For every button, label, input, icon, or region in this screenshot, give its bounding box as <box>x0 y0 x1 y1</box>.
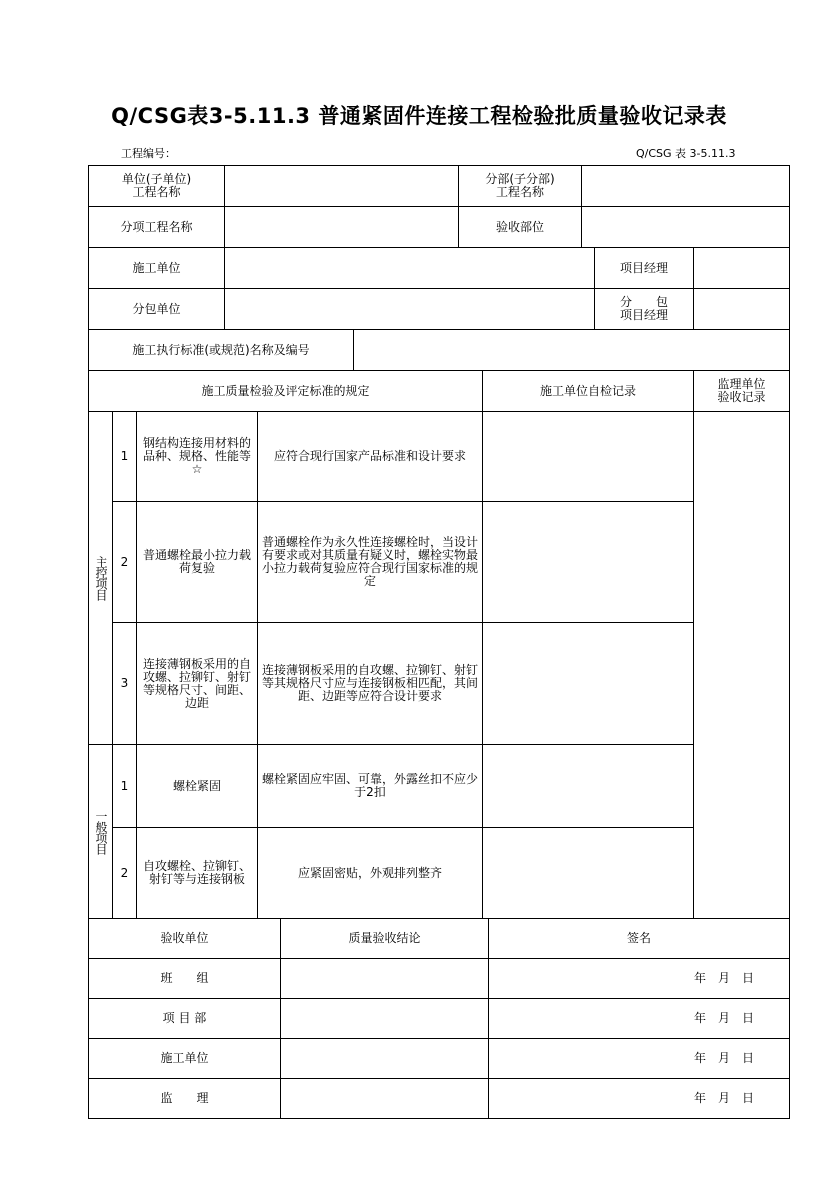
item-name: 连接薄钢板采用的自攻螺、拉铆钉、射钉等规格尺寸、间距、边距 <box>136 622 258 745</box>
supervision-column-header: 监理单位 验收记录 <box>693 370 790 412</box>
acceptance-unit-header: 验收单位 <box>88 918 281 959</box>
item-no: 1 <box>112 411 137 502</box>
group-label-main: 主控项目 <box>88 411 113 745</box>
sub-project-manager-label: 分 包 项目经理 <box>594 288 694 330</box>
conclusion-field[interactable] <box>280 1038 489 1079</box>
item-requirement: 应符合现行国家产品标准和设计要求 <box>257 411 483 502</box>
signature-header: 签名 <box>488 918 790 959</box>
signature-date[interactable]: 年 月 日 <box>488 1078 790 1119</box>
group-label-general: 一般项目 <box>88 744 113 919</box>
acceptance-unit: 项 目 部 <box>88 998 281 1039</box>
division-name-label: 分部(子分部) 工程名称 <box>458 165 582 207</box>
item-requirement: 普通螺栓作为永久性连接螺栓时，当设计有要求或对其质量有疑义时，螺栓实物最小拉力载荷复验应符合现行国家标准的规定 <box>257 501 483 623</box>
unit-name-field[interactable] <box>224 165 459 207</box>
standard-field[interactable] <box>353 329 790 371</box>
standard-label: 施工执行标准(或规范)名称及编号 <box>88 329 354 371</box>
item-requirement: 螺栓紧固应牢固、可靠，外露丝扣不应少于2扣 <box>257 744 483 828</box>
supervision-record-field[interactable] <box>693 411 790 919</box>
project-manager-field[interactable] <box>693 247 790 289</box>
subitem-name-label: 分项工程名称 <box>88 206 225 248</box>
conclusion-field[interactable] <box>280 958 489 999</box>
unit-name-label: 单位(子单位) 工程名称 <box>88 165 225 207</box>
signature-date[interactable]: 年 月 日 <box>488 1038 790 1079</box>
item-name: 螺栓紧固 <box>136 744 258 828</box>
item-name: 普通螺栓最小拉力载荷复验 <box>136 501 258 623</box>
item-no: 2 <box>112 501 137 623</box>
acceptance-part-label: 验收部位 <box>458 206 582 248</box>
acceptance-unit: 施工单位 <box>88 1038 281 1079</box>
acceptance-unit: 班 组 <box>88 958 281 999</box>
contractor-label: 施工单位 <box>88 247 225 289</box>
signature-date[interactable]: 年 月 日 <box>488 998 790 1039</box>
contractor-field[interactable] <box>224 247 595 289</box>
conclusion-header: 质量验收结论 <box>280 918 489 959</box>
self-check-field[interactable] <box>482 411 694 502</box>
subitem-name-field[interactable] <box>224 206 459 248</box>
sub-project-manager-field[interactable] <box>693 288 790 330</box>
spec-column-header: 施工质量检验及评定标准的规定 <box>88 370 483 412</box>
item-requirement: 应紧固密贴，外观排列整齐 <box>257 827 483 919</box>
conclusion-field[interactable] <box>280 1078 489 1119</box>
self-check-field[interactable] <box>482 501 694 623</box>
self-check-field[interactable] <box>482 622 694 745</box>
self-check-field[interactable] <box>482 744 694 828</box>
item-name: 钢结构连接用材料的品种、规格、性能等☆ <box>136 411 258 502</box>
project-number-label: 工程编号： <box>121 147 176 160</box>
self-check-column-header: 施工单位自检记录 <box>482 370 694 412</box>
item-requirement: 连接薄钢板采用的自攻螺、拉铆钉、射钉等其规格尺寸应与连接钢板相匹配，其间距、边距等应符合设计要求 <box>257 622 483 745</box>
item-name: 自攻螺栓、拉铆钉、射钉等与连接钢板 <box>136 827 258 919</box>
item-no: 2 <box>112 827 137 919</box>
item-no: 3 <box>112 622 137 745</box>
self-check-field[interactable] <box>482 827 694 919</box>
subcontractor-field[interactable] <box>224 288 595 330</box>
subcontractor-label: 分包单位 <box>88 288 225 330</box>
project-manager-label: 项目经理 <box>594 247 694 289</box>
division-name-field[interactable] <box>581 165 790 207</box>
acceptance-unit: 监 理 <box>88 1078 281 1119</box>
item-no: 1 <box>112 744 137 828</box>
page-title: Q/CSG表3-5.11.3 普通紧固件连接工程检验批质量验收记录表 <box>111 104 727 128</box>
conclusion-field[interactable] <box>280 998 489 1039</box>
form-code: Q/CSG 表 3-5.11.3 <box>636 147 736 160</box>
acceptance-part-field[interactable] <box>581 206 790 248</box>
signature-date[interactable]: 年 月 日 <box>488 958 790 999</box>
